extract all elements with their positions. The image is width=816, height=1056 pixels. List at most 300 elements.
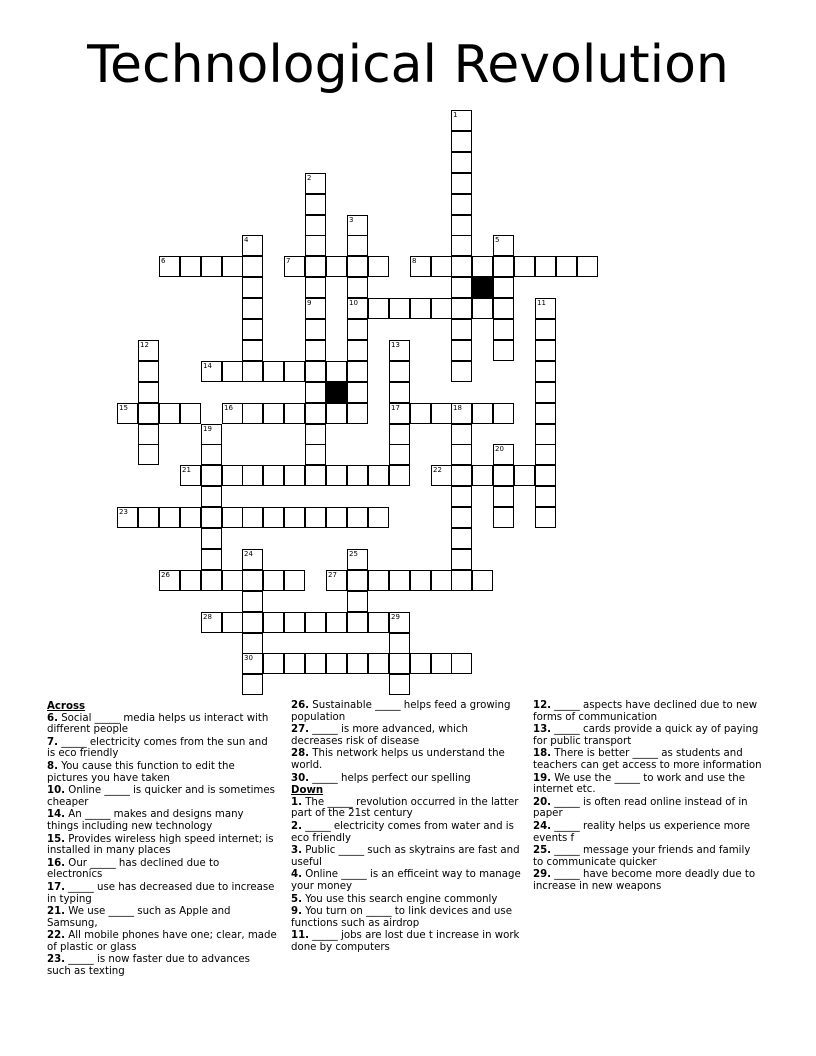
clue-number: 4. xyxy=(291,869,302,881)
crossword-cell[interactable] xyxy=(451,173,472,194)
crossword-cell[interactable] xyxy=(347,235,368,256)
crossword-cell[interactable] xyxy=(451,277,472,298)
crossword-cell[interactable] xyxy=(431,653,452,674)
clue-item xyxy=(47,713,277,736)
clue-text: There is better _____ as students and teachers can get access to more information xyxy=(533,748,762,771)
crossword-cell[interactable] xyxy=(180,570,201,591)
crossword-cell[interactable] xyxy=(201,444,222,465)
cell-number: 29 xyxy=(391,613,400,621)
clue-item xyxy=(533,724,763,747)
crossword-cell[interactable] xyxy=(389,633,410,654)
crossword-cell[interactable] xyxy=(305,444,326,465)
crossword-cell[interactable] xyxy=(201,570,222,591)
clue-text: _____ is now faster due to advances such as texting xyxy=(47,954,250,978)
crossword-cell[interactable] xyxy=(242,591,263,612)
crossword-cell[interactable] xyxy=(326,570,347,591)
crossword-cell[interactable] xyxy=(472,465,493,486)
crossword-cell[interactable] xyxy=(326,507,347,528)
crossword-cell[interactable] xyxy=(347,549,368,570)
crossword-cell[interactable] xyxy=(347,215,368,236)
clue-number: 17. xyxy=(47,881,66,893)
crossword-cell[interactable] xyxy=(431,465,452,486)
crossword-cell[interactable] xyxy=(389,340,410,361)
crossword-cell[interactable] xyxy=(451,507,472,528)
crossword-cell[interactable] xyxy=(451,319,472,340)
clue-text: _____ reality helps us experience more events f xyxy=(533,820,751,844)
clue-item xyxy=(291,894,521,906)
crossword-cell[interactable] xyxy=(242,549,263,570)
crossword-cell[interactable] xyxy=(410,298,431,319)
crossword-cell[interactable] xyxy=(431,570,452,591)
clue-column-3 xyxy=(533,700,763,894)
clue-number: 11. xyxy=(291,930,310,942)
crossword-cell[interactable] xyxy=(451,653,472,674)
crossword-cell[interactable] xyxy=(451,215,472,236)
cell-number: 6 xyxy=(161,257,166,265)
crossword-cell[interactable] xyxy=(493,277,514,298)
crossword-cell[interactable] xyxy=(451,424,472,445)
crossword-cell[interactable] xyxy=(535,403,556,424)
clue-text: Provides wireless high speed internet; is installed in many places xyxy=(47,833,274,857)
crossword-cell[interactable] xyxy=(431,298,452,319)
crossword-cell[interactable] xyxy=(347,382,368,403)
crossword-cell[interactable] xyxy=(117,403,138,424)
crossword-cell[interactable] xyxy=(242,277,263,298)
cell-number: 14 xyxy=(203,362,212,370)
crossword-cell[interactable] xyxy=(451,131,472,152)
crossword-cell[interactable] xyxy=(263,507,284,528)
clue-number: 14. xyxy=(47,809,66,821)
crossword-cell[interactable] xyxy=(368,570,389,591)
crossword-cell[interactable] xyxy=(305,507,326,528)
cell-number: 11 xyxy=(537,299,546,307)
crossword-cell[interactable] xyxy=(305,215,326,236)
crossword-cell[interactable] xyxy=(347,465,368,486)
crossword-cell[interactable] xyxy=(410,256,431,277)
crossword-cell[interactable] xyxy=(493,298,514,319)
cell-number: 8 xyxy=(412,257,417,265)
crossword-cell[interactable] xyxy=(242,674,263,695)
cell-number: 19 xyxy=(203,425,212,433)
cell-number: 27 xyxy=(328,571,337,579)
clue-text: An _____ makes and designs many things including new technology xyxy=(47,809,244,832)
crossword-cell[interactable] xyxy=(389,361,410,382)
crossword-cell[interactable] xyxy=(451,235,472,256)
clue-text: Online _____ is quicker and is sometimes cheaper xyxy=(47,785,275,808)
crossword-cell[interactable] xyxy=(347,403,368,424)
clue-text: _____ message your friends and family to communicate quicker xyxy=(533,845,751,868)
crossword-cell[interactable] xyxy=(263,570,284,591)
crossword-cell[interactable] xyxy=(242,465,263,486)
cell-number: 18 xyxy=(453,404,462,412)
crossword-cell[interactable] xyxy=(451,340,472,361)
crossword-cell[interactable] xyxy=(451,486,472,507)
down-header: Down xyxy=(291,785,324,797)
clue-number: 12. xyxy=(533,700,552,711)
cell-number: 25 xyxy=(349,550,358,558)
crossword-cell[interactable] xyxy=(138,424,159,445)
crossword-cell[interactable] xyxy=(222,570,243,591)
crossword-cell[interactable] xyxy=(451,194,472,215)
crossword-cell[interactable] xyxy=(535,361,556,382)
crossword-cell[interactable] xyxy=(305,340,326,361)
cell-number: 24 xyxy=(244,550,253,558)
clue-item xyxy=(47,882,277,905)
crossword-cell[interactable] xyxy=(180,256,201,277)
cell-number: 26 xyxy=(161,571,170,579)
clue-number: 27. xyxy=(291,724,310,736)
crossword-cell[interactable] xyxy=(493,444,514,465)
clue-text: _____ aspects have declined due to new forms of communication xyxy=(533,700,758,723)
clue-item xyxy=(533,700,763,723)
crossword-cell[interactable] xyxy=(493,235,514,256)
crossword-cell[interactable] xyxy=(431,403,452,424)
crossword-cell[interactable] xyxy=(284,465,305,486)
crossword-cell[interactable] xyxy=(326,403,347,424)
clue-number: 25. xyxy=(533,845,552,857)
cell-number: 12 xyxy=(140,341,149,349)
clue-number: 22. xyxy=(47,930,66,942)
crossword-cell[interactable] xyxy=(326,465,347,486)
crossword-cell[interactable] xyxy=(305,235,326,256)
clue-text: You turn on _____ to link devices and use functions such as airdrop xyxy=(291,906,512,929)
crossword-cell[interactable] xyxy=(242,612,263,633)
clue-item xyxy=(291,821,521,844)
crossword-cell[interactable] xyxy=(305,612,326,633)
cell-number: 21 xyxy=(182,466,191,474)
crossword-cell[interactable] xyxy=(347,298,368,319)
crossword-cell[interactable] xyxy=(535,382,556,403)
crossword-cell[interactable] xyxy=(242,340,263,361)
clue-item xyxy=(47,785,277,808)
cell-number: 7 xyxy=(286,257,291,265)
crossword-cell[interactable] xyxy=(201,507,222,528)
crossword-cell[interactable] xyxy=(242,507,263,528)
clue-number: 1. xyxy=(291,796,302,808)
clue-text: Online _____ is an efficeint way to manage your money xyxy=(291,869,521,892)
crossword-cell[interactable] xyxy=(389,612,410,633)
crossword-cell[interactable] xyxy=(535,444,556,465)
crossword-cell[interactable] xyxy=(242,319,263,340)
clue-item xyxy=(47,809,277,832)
crossword-cell[interactable] xyxy=(305,298,326,319)
across-header: Across xyxy=(47,701,86,712)
crossword-cell[interactable] xyxy=(514,256,535,277)
crossword-cell[interactable] xyxy=(305,361,326,382)
clue-number: 19. xyxy=(533,772,552,784)
crossword-cell[interactable] xyxy=(284,570,305,591)
crossword-cell[interactable] xyxy=(201,528,222,549)
clue-text: _____ helps perfect our spelling xyxy=(309,772,471,784)
crossword-cell[interactable] xyxy=(368,465,389,486)
crossword-cell[interactable] xyxy=(347,591,368,612)
crossword-cell[interactable] xyxy=(410,653,431,674)
clue-item xyxy=(533,845,763,868)
crossword-cell[interactable] xyxy=(389,424,410,445)
clue-text: _____ use has decreased due to increase in typing xyxy=(47,881,275,905)
crossword-cell[interactable] xyxy=(472,403,493,424)
crossword-cell[interactable] xyxy=(284,612,305,633)
crossword-cell[interactable] xyxy=(451,152,472,173)
crossword-cell[interactable] xyxy=(305,424,326,445)
crossword-cell[interactable] xyxy=(493,507,514,528)
clue-item xyxy=(47,834,277,857)
crossword-cell[interactable] xyxy=(305,319,326,340)
crossword-cell[interactable] xyxy=(493,340,514,361)
clue-number: 30. xyxy=(291,772,310,784)
crossword-cell[interactable] xyxy=(159,256,180,277)
clue-item xyxy=(291,724,521,747)
crossword-cell[interactable] xyxy=(326,653,347,674)
crossword-cell[interactable] xyxy=(389,674,410,695)
clue-text: The _____ revolution occurred in the latter part of the 21st century xyxy=(291,796,519,820)
crossword-cell[interactable] xyxy=(305,403,326,424)
crossword-cell[interactable] xyxy=(159,570,180,591)
crossword-cell[interactable] xyxy=(556,256,577,277)
crossword-cell[interactable] xyxy=(138,361,159,382)
clue-text: Sustainable _____ helps feed a growing population xyxy=(291,700,511,723)
clue-item xyxy=(47,761,277,784)
crossword-cell[interactable] xyxy=(222,507,243,528)
crossword-cell[interactable] xyxy=(451,465,472,486)
clue-text: You cause this function to edit the pictures you have taken xyxy=(47,760,235,784)
crossword-cell[interactable] xyxy=(410,403,431,424)
crossword-cell[interactable] xyxy=(451,298,472,319)
crossword-cell[interactable] xyxy=(326,612,347,633)
crossword-cell[interactable] xyxy=(242,633,263,654)
crossword-cell[interactable] xyxy=(201,549,222,570)
crossword-cell[interactable] xyxy=(305,653,326,674)
crossword-cell[interactable] xyxy=(389,570,410,591)
clue-item xyxy=(533,797,763,820)
crossword-cell[interactable] xyxy=(201,424,222,445)
crossword-cell[interactable] xyxy=(535,298,556,319)
crossword-cell[interactable] xyxy=(284,403,305,424)
crossword-cell[interactable] xyxy=(347,612,368,633)
crossword-cell[interactable] xyxy=(201,361,222,382)
cell-number: 20 xyxy=(495,445,504,453)
crossword-cell[interactable] xyxy=(180,403,201,424)
crossword-cell[interactable] xyxy=(493,403,514,424)
crossword-cell[interactable] xyxy=(222,361,243,382)
cell-number: 23 xyxy=(119,508,128,516)
cell-number: 3 xyxy=(349,216,354,224)
crossword-cell[interactable] xyxy=(368,612,389,633)
crossword-cell[interactable] xyxy=(577,256,598,277)
crossword-cell[interactable] xyxy=(451,570,472,591)
crossword-cell[interactable] xyxy=(347,340,368,361)
crossword-cell[interactable] xyxy=(535,486,556,507)
crossword-cell[interactable] xyxy=(451,528,472,549)
cell-number: 9 xyxy=(307,299,312,307)
crossword-cell[interactable] xyxy=(368,256,389,277)
crossword-cell[interactable] xyxy=(389,298,410,319)
crossword-cell[interactable] xyxy=(493,256,514,277)
crossword-cell[interactable] xyxy=(201,486,222,507)
puzzle-title: Technological Revolution xyxy=(87,35,729,95)
clue-number: 18. xyxy=(533,748,552,760)
cell-number: 17 xyxy=(391,404,400,412)
crossword-cell[interactable] xyxy=(326,361,347,382)
crossword-cell[interactable] xyxy=(368,298,389,319)
crossword-cell[interactable] xyxy=(242,403,263,424)
crossword-cell[interactable] xyxy=(493,486,514,507)
crossword-cell[interactable] xyxy=(138,507,159,528)
clue-item xyxy=(291,797,521,820)
crossword-cell[interactable] xyxy=(389,465,410,486)
cell-number: 28 xyxy=(203,613,212,621)
clue-number: 8. xyxy=(47,760,58,772)
crossword-cell[interactable] xyxy=(493,319,514,340)
crossword-cell[interactable] xyxy=(222,465,243,486)
crossword-cell[interactable] xyxy=(451,403,472,424)
crossword-cell[interactable] xyxy=(451,361,472,382)
crossword-cell[interactable] xyxy=(180,507,201,528)
crossword-cell[interactable] xyxy=(117,507,138,528)
crossword-cell[interactable] xyxy=(389,382,410,403)
crossword-cell[interactable] xyxy=(535,319,556,340)
clue-item xyxy=(533,748,763,771)
crossword-cell[interactable] xyxy=(472,570,493,591)
crossword-cell[interactable] xyxy=(180,465,201,486)
crossword-cell[interactable] xyxy=(242,235,263,256)
crossword-cell[interactable] xyxy=(347,507,368,528)
crossword-cell[interactable] xyxy=(431,256,452,277)
crossword-cell[interactable] xyxy=(389,444,410,465)
crossword-cell[interactable] xyxy=(222,403,243,424)
crossword-cell[interactable] xyxy=(389,403,410,424)
clue-text: We use _____ such as Apple and Samsung, xyxy=(47,906,231,929)
black-square xyxy=(472,277,493,298)
clue-item xyxy=(47,737,277,760)
clue-text: _____ electricity comes from the sun and is eco friendly xyxy=(47,736,268,760)
crossword-cell[interactable] xyxy=(305,465,326,486)
crossword-cell[interactable] xyxy=(326,256,347,277)
clue-item xyxy=(291,930,521,953)
crossword-cell[interactable] xyxy=(305,173,326,194)
clue-text: _____ cards provide a quick ay of paying for public transport xyxy=(533,724,759,747)
cell-number: 15 xyxy=(119,404,128,412)
clue-number: 26. xyxy=(291,700,310,711)
clue-number: 7. xyxy=(47,736,58,748)
clue-number: 28. xyxy=(291,748,310,760)
crossword-cell[interactable] xyxy=(535,465,556,486)
crossword-cell[interactable] xyxy=(535,424,556,445)
crossword-cell[interactable] xyxy=(535,340,556,361)
clue-column-2 xyxy=(291,700,521,954)
crossword-cell[interactable] xyxy=(263,403,284,424)
cell-number: 30 xyxy=(244,654,253,662)
crossword-cell[interactable] xyxy=(201,256,222,277)
crossword-cell[interactable] xyxy=(535,256,556,277)
clue-item xyxy=(533,773,763,796)
crossword-cell[interactable] xyxy=(347,277,368,298)
crossword-cell[interactable] xyxy=(368,653,389,674)
clue-item xyxy=(291,748,521,771)
crossword-cell[interactable] xyxy=(347,319,368,340)
crossword-cell[interactable] xyxy=(451,549,472,570)
crossword-cell[interactable] xyxy=(263,612,284,633)
crossword-cell[interactable] xyxy=(472,256,493,277)
cell-number: 10 xyxy=(349,299,358,307)
crossword-cell[interactable] xyxy=(347,653,368,674)
crossword-cell[interactable] xyxy=(138,340,159,361)
crossword-cell[interactable] xyxy=(347,256,368,277)
crossword-cell[interactable] xyxy=(201,612,222,633)
clue-item xyxy=(47,930,277,953)
clue-number: 5. xyxy=(291,893,302,905)
clue-text: _____ jobs are lost due t increase in work done by computers xyxy=(291,930,520,953)
crossword-cell[interactable] xyxy=(305,256,326,277)
cell-number: 22 xyxy=(433,466,442,474)
crossword-cell[interactable] xyxy=(472,298,493,319)
clue-item xyxy=(291,906,521,929)
clue-text: This network helps us understand the world. xyxy=(291,748,505,771)
clue-text: All mobile phones have one; clear, made of plastic or glass xyxy=(47,930,277,953)
clue-number: 29. xyxy=(533,869,552,881)
cell-number: 5 xyxy=(495,236,500,244)
crossword-cell[interactable] xyxy=(284,507,305,528)
crossword-cell[interactable] xyxy=(138,382,159,403)
crossword-cell[interactable] xyxy=(138,403,159,424)
crossword-cell[interactable] xyxy=(263,465,284,486)
crossword-cell[interactable] xyxy=(535,507,556,528)
crossword-cell[interactable] xyxy=(242,570,263,591)
crossword-cell[interactable] xyxy=(242,361,263,382)
cell-number: 1 xyxy=(453,111,458,119)
clue-item xyxy=(291,773,521,785)
crossword-cell[interactable] xyxy=(389,653,410,674)
crossword-cell[interactable] xyxy=(159,403,180,424)
clue-item xyxy=(47,906,277,929)
crossword-cell[interactable] xyxy=(514,465,535,486)
cell-number: 2 xyxy=(307,174,312,182)
clue-number: 20. xyxy=(533,796,552,808)
crossword-cell[interactable] xyxy=(242,256,263,277)
clue-number: 2. xyxy=(291,820,302,832)
crossword-cell[interactable] xyxy=(284,361,305,382)
crossword-cell[interactable] xyxy=(263,653,284,674)
crossword-cell[interactable] xyxy=(159,507,180,528)
crossword-cell[interactable] xyxy=(201,465,222,486)
crossword-cell[interactable] xyxy=(138,444,159,465)
clue-item xyxy=(533,869,763,892)
crossword-cell[interactable] xyxy=(222,256,243,277)
crossword-cell[interactable] xyxy=(284,653,305,674)
crossword-cell[interactable] xyxy=(305,277,326,298)
crossword-cell[interactable] xyxy=(222,612,243,633)
clue-column-1 xyxy=(47,700,277,979)
crossword-cell[interactable] xyxy=(368,507,389,528)
crossword-cell[interactable] xyxy=(493,465,514,486)
crossword-cell[interactable] xyxy=(305,194,326,215)
crossword-cell[interactable] xyxy=(284,256,305,277)
clue-item xyxy=(47,954,277,977)
crossword-cell[interactable] xyxy=(410,570,431,591)
crossword-cell[interactable] xyxy=(451,256,472,277)
crossword-cell[interactable] xyxy=(242,653,263,674)
cell-number: 4 xyxy=(244,236,249,244)
clue-text: _____ electricity comes from water and is eco friendly xyxy=(291,820,514,844)
crossword-cell[interactable] xyxy=(347,570,368,591)
crossword-cell[interactable] xyxy=(263,361,284,382)
crossword-cell[interactable] xyxy=(451,444,472,465)
crossword-cell[interactable] xyxy=(305,382,326,403)
crossword-cell[interactable] xyxy=(242,298,263,319)
crossword-cell[interactable] xyxy=(347,361,368,382)
crossword-cell[interactable] xyxy=(451,110,472,131)
cell-number: 13 xyxy=(391,341,400,349)
